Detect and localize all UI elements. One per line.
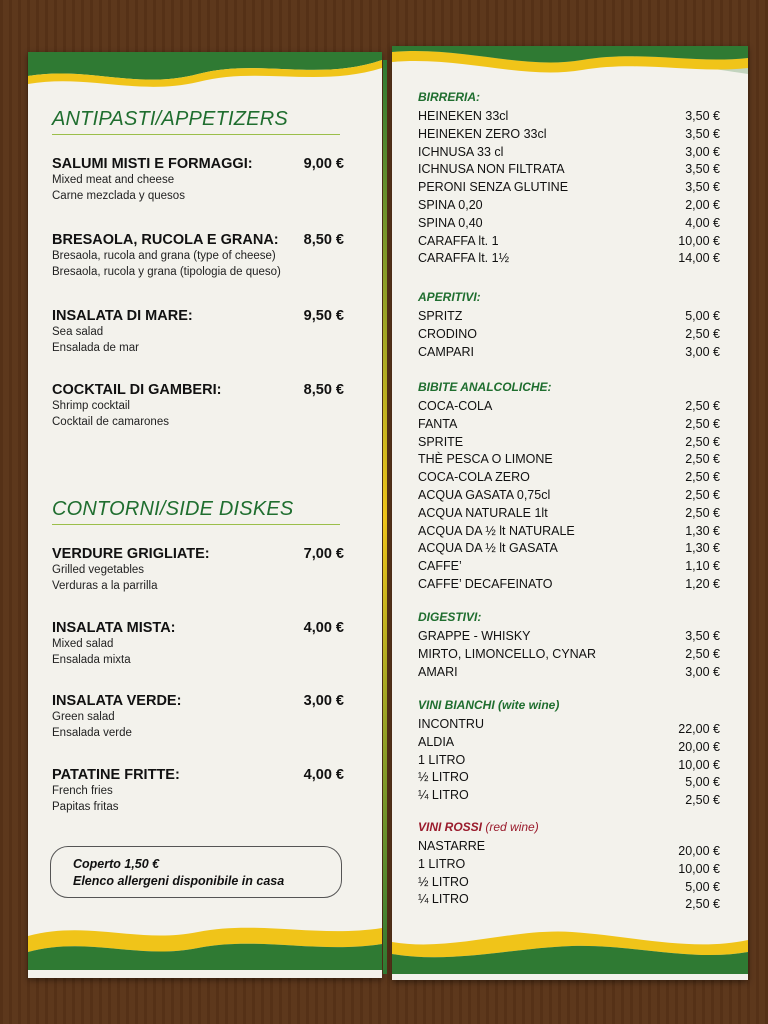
drink-item <box>418 540 722 558</box>
drink-item <box>418 451 722 469</box>
drink-price: 2,50 € <box>685 399 720 413</box>
drink-price: 3,50 € <box>685 180 720 195</box>
drink-price: 2,00 € <box>685 197 720 212</box>
drink-item <box>418 126 722 144</box>
drink-price: 2,50 € <box>685 326 720 341</box>
dish-name: INSALATA VERDE: <box>52 693 182 709</box>
category-title: BIRRERIA: <box>418 90 480 104</box>
category-title: BIBITE ANALCOLICHE: <box>418 380 552 394</box>
dish-name: INSALATA MISTA: <box>52 620 176 636</box>
category-birreria <box>418 90 722 268</box>
category-digestivi <box>418 610 722 681</box>
drink-name: ½ LITRO <box>418 770 469 785</box>
cover-charge-note <box>50 846 342 898</box>
dish-item <box>52 308 344 356</box>
drink-price: 1,10 € <box>685 559 720 574</box>
drink-name: CARAFFA lt. 1½ <box>418 251 510 266</box>
drink-name: CAFFE’ <box>418 559 462 574</box>
drink-price: 22,00 € <box>678 722 720 736</box>
dish-spanish: Bresaola, rucola y grana (tipologia de queso) <box>52 266 281 278</box>
drink-price: 10,00 € <box>678 233 720 248</box>
drink-item <box>418 734 722 752</box>
allergen-notice: Elenco allergeni disponibile in casa <box>73 874 285 888</box>
drink-item <box>418 398 722 416</box>
drink-item <box>418 233 722 251</box>
drink-price: 2,50 € <box>685 470 720 485</box>
dish-item <box>52 620 344 668</box>
drink-price: 1,20 € <box>685 576 720 591</box>
dish-spanish: Carne mezclada y quesos <box>52 190 185 202</box>
dish-price: 8,50 € <box>303 382 344 398</box>
drink-name: GRAPPE - WHISKY <box>418 629 531 643</box>
contorni-title: CONTORNI/SIDE DISKES <box>52 498 294 520</box>
drink-price: 3,00 € <box>685 344 720 359</box>
drink-price: 20,00 € <box>678 844 720 858</box>
category-bibite <box>418 380 722 594</box>
drink-name: HEINEKEN ZERO 33cl <box>418 126 547 141</box>
drink-name: ¼ LITRO <box>418 788 469 803</box>
drink-name: CAFFE’ DECAFEINATO <box>418 576 553 591</box>
drink-item <box>418 523 722 541</box>
dish-english: Mixed meat and cheese <box>52 174 175 186</box>
drink-item <box>418 558 722 576</box>
drink-item <box>418 628 722 646</box>
drink-name: ACQUA DA ½ lt GASATA <box>418 541 558 556</box>
drink-price: 14,00 € <box>678 251 720 266</box>
drink-item <box>418 179 722 197</box>
decorative-wave-bottom <box>392 918 748 980</box>
drink-price: 2,50 € <box>685 897 720 912</box>
dish-name: BRESAOLA, RUCOLA E GRANA: <box>52 232 279 248</box>
drink-item <box>418 469 722 487</box>
category-title-sub: (red wine) <box>485 820 539 834</box>
drink-item <box>418 891 722 912</box>
dish-price: 9,00 € <box>303 156 344 172</box>
drink-price: 3,00 € <box>685 664 720 679</box>
drink-item <box>418 838 722 856</box>
decorative-wave-top <box>392 46 748 86</box>
category-aperitivi <box>418 290 722 361</box>
menu-page-food <box>28 52 382 978</box>
dish-english: Green salad <box>52 711 115 723</box>
drink-item <box>418 664 722 682</box>
drink-price: 1,30 € <box>685 541 720 556</box>
contorni-divider <box>52 524 340 525</box>
dish-name: PATATINE FRITTE: <box>52 767 180 783</box>
drink-price: 2,50 € <box>685 793 720 808</box>
dish-item <box>52 156 344 204</box>
drink-item <box>418 197 722 215</box>
drink-price: 3,00 € <box>685 144 720 159</box>
cover-charge-text: Coperto 1,50 € <box>73 857 160 871</box>
drink-name: COCA-COLA ZERO <box>418 470 530 485</box>
drink-name: ¼ LITRO <box>418 892 469 907</box>
drink-name: 1 LITRO <box>418 856 466 871</box>
drink-price: 4,00 € <box>685 215 720 230</box>
drink-name: ½ LITRO <box>418 874 469 889</box>
category-title: APERITIVI: <box>418 290 481 304</box>
drink-name: ICHNUSA NON FILTRATA <box>418 162 565 177</box>
drink-price: 2,50 € <box>685 434 720 449</box>
drink-name: MIRTO, LIMONCELLO, CYNAR <box>418 646 597 661</box>
dish-english: Shrimp cocktail <box>52 400 130 412</box>
dish-item <box>52 767 344 815</box>
drink-item <box>418 250 722 268</box>
drink-item <box>418 769 722 790</box>
dish-name: COCKTAIL DI GAMBERI: <box>52 382 222 398</box>
drink-item <box>418 505 722 523</box>
drink-name: SPINA 0,20 <box>418 197 483 212</box>
drink-name: SPRITZ <box>418 309 463 323</box>
drink-name: 1 LITRO <box>418 752 466 767</box>
dish-spanish: Verduras a la parrilla <box>52 580 158 592</box>
drink-price: 5,00 € <box>685 775 720 790</box>
decorative-wave-top <box>28 52 382 92</box>
drink-name: PERONI SENZA GLUTINE <box>418 180 569 195</box>
dish-item <box>52 232 344 280</box>
drink-item <box>418 874 722 892</box>
drink-name: SPINA 0,40 <box>418 215 483 230</box>
drink-price: 1,30 € <box>685 523 720 538</box>
drink-price: 5,00 € <box>685 309 720 323</box>
drink-price: 20,00 € <box>678 739 720 754</box>
category-vini-bianchi <box>418 698 722 808</box>
decorative-wave-bottom <box>28 916 382 978</box>
drink-item <box>418 716 722 734</box>
drink-item <box>418 144 722 162</box>
dish-name: SALUMI MISTI E FORMAGGI: <box>52 156 253 172</box>
drink-item <box>418 646 722 664</box>
drink-price: 2,50 € <box>685 416 720 431</box>
category-vini-rossi <box>418 820 722 912</box>
drink-name: COCA-COLA <box>418 399 493 413</box>
drink-item <box>418 344 722 362</box>
category-title: DIGESTIVI: <box>418 610 482 624</box>
drink-name: ACQUA GASATA 0,75cl <box>418 487 551 502</box>
drink-price: 2,50 € <box>685 452 720 467</box>
drink-item <box>418 487 722 505</box>
drink-name: ALDIA <box>418 734 455 749</box>
drink-price: 3,50 € <box>685 126 720 141</box>
drink-price: 3,50 € <box>685 629 720 643</box>
drink-price: 10,00 € <box>678 861 720 876</box>
drink-price: 10,00 € <box>678 757 720 772</box>
drink-name: CAMPARI <box>418 344 475 359</box>
drink-price: 3,50 € <box>685 162 720 177</box>
drink-item <box>418 752 722 770</box>
drink-item <box>418 308 722 326</box>
drink-name: SPRITE <box>418 434 464 449</box>
drink-name: THÈ PESCA O LIMONE <box>418 452 553 467</box>
drink-name: FANTA <box>418 416 458 431</box>
drink-item <box>418 326 722 344</box>
dish-spanish: Cocktail de camarones <box>52 416 169 428</box>
category-title <box>418 820 722 838</box>
dish-name: INSALATA DI MARE: <box>52 308 193 324</box>
dish-price: 9,50 € <box>303 308 344 324</box>
dish-english: Bresaola, rucola and grana (type of cheese) <box>52 250 276 262</box>
category-title: VINI BIANCHI (wite wine) <box>418 698 560 712</box>
drink-name: CRODINO <box>418 326 478 341</box>
dish-spanish: Ensalada mixta <box>52 654 131 666</box>
dish-english: French fries <box>52 785 113 797</box>
drink-name: HEINEKEN 33cl <box>418 109 509 123</box>
drink-name: NASTARRE <box>418 839 486 853</box>
dish-english: Sea salad <box>52 326 104 338</box>
drink-name: ICHNUSA 33 cl <box>418 144 504 159</box>
dish-item <box>52 693 344 741</box>
menu-page-drinks <box>392 46 748 980</box>
dish-price: 8,50 € <box>303 232 344 248</box>
dish-spanish: Papitas fritas <box>52 801 119 813</box>
drink-item <box>418 856 722 874</box>
drink-item <box>418 215 722 233</box>
drink-name: INCONTRU <box>418 717 484 731</box>
drink-price: 2,50 € <box>685 487 720 502</box>
drink-name: ACQUA NATURALE 1lt <box>418 505 548 520</box>
drink-item <box>418 787 722 808</box>
dish-item <box>52 382 344 430</box>
drink-price: 3,50 € <box>685 109 720 123</box>
dish-english: Grilled vegetables <box>52 564 145 576</box>
dish-price: 3,00 € <box>303 693 344 709</box>
drink-name: ACQUA DA ½ lt NATURALE <box>418 523 575 538</box>
dish-item <box>52 546 344 594</box>
dish-price: 4,00 € <box>303 620 344 636</box>
dish-spanish: Ensalada de mar <box>52 342 139 354</box>
dish-price: 7,00 € <box>303 546 344 562</box>
drink-item <box>418 434 722 452</box>
drink-name: AMARI <box>418 664 458 679</box>
dish-name: VERDURE GRIGLIATE: <box>52 546 210 562</box>
category-title-main: VINI ROSSI <box>418 820 483 834</box>
drink-price: 5,00 € <box>685 879 720 894</box>
menu-fold-spine <box>383 60 387 974</box>
dish-english: Mixed salad <box>52 638 114 650</box>
dish-price: 4,00 € <box>303 767 344 783</box>
drink-price: 2,50 € <box>685 505 720 520</box>
drink-item <box>418 108 722 126</box>
antipasti-title: ANTIPASTI/APPETIZERS <box>52 108 288 130</box>
drink-item <box>418 416 722 434</box>
dish-spanish: Ensalada verde <box>52 727 132 739</box>
drink-item <box>418 161 722 179</box>
antipasti-divider <box>52 134 340 135</box>
drink-item <box>418 576 722 594</box>
drink-name: CARAFFA lt. 1 <box>418 233 499 248</box>
drink-price: 2,50 € <box>685 646 720 661</box>
